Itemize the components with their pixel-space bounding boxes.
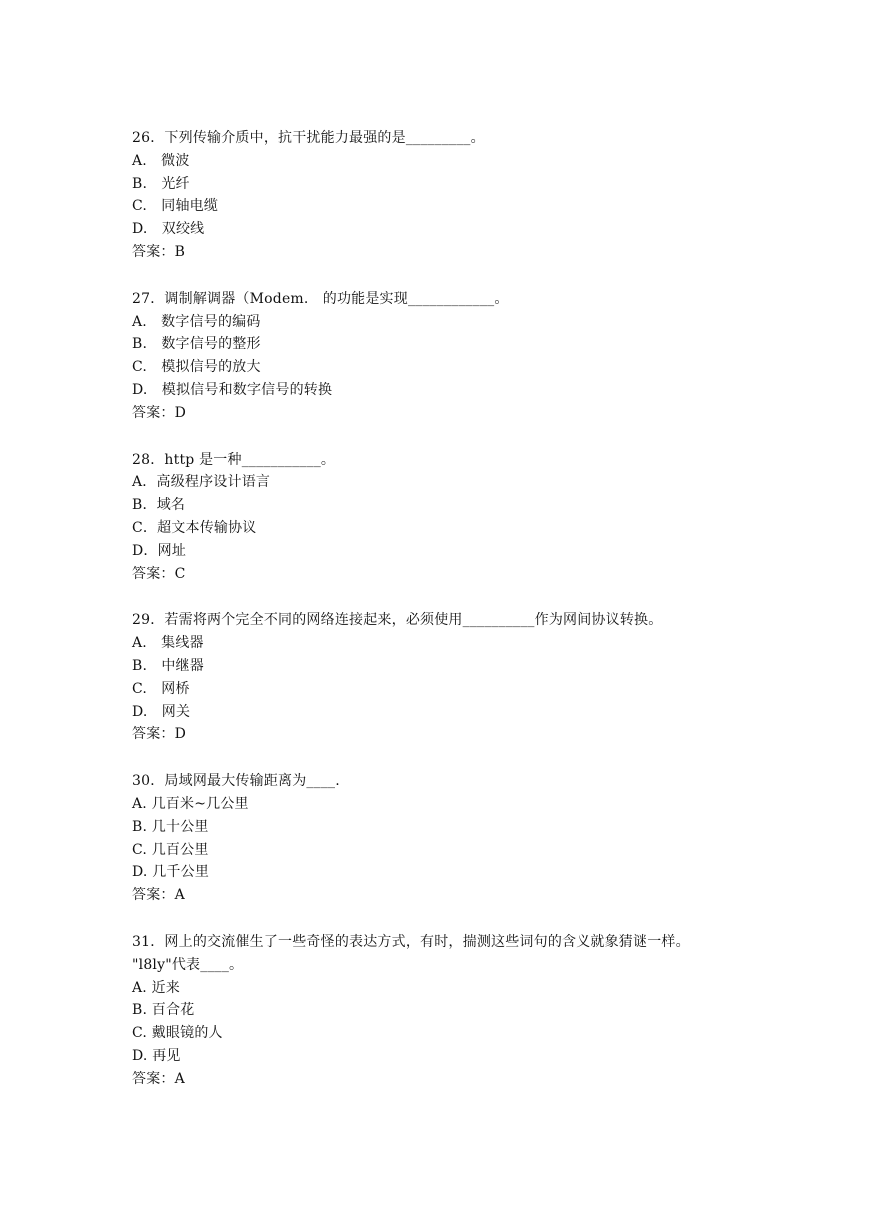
option-d: D. 双绞线 — [132, 221, 205, 238]
answer-line: 答案：D — [132, 404, 187, 421]
option-d: D. 网关 — [132, 703, 191, 720]
option-b: B. 几十公里 — [132, 818, 209, 835]
option-c: C. 戴眼镜的人 — [132, 1025, 223, 1042]
question-27 — [132, 288, 832, 425]
question-stem: 28．http 是一种___________。 — [132, 451, 336, 468]
option-c: C．超文本传输协议 — [132, 519, 257, 536]
question-31 — [132, 931, 832, 1091]
option-b: B. 光纤 — [132, 175, 190, 192]
question-26 — [132, 127, 832, 264]
option-a: A. 数字信号的编码 — [132, 313, 261, 330]
question-30 — [132, 770, 832, 907]
option-c: C. 同轴电缆 — [132, 198, 219, 215]
option-c: C. 网桥 — [132, 680, 190, 697]
option-a: A. 近来 — [132, 979, 181, 996]
option-d: D．网址 — [132, 542, 187, 559]
question-stem: 26．下列传输介质中，抗干扰能力最强的是_________。 — [132, 130, 485, 146]
question-29 — [132, 609, 832, 746]
option-d: D. 模拟信号和数字信号的转换 — [132, 381, 333, 398]
option-b: B. 中继器 — [132, 657, 204, 674]
answer-line: 答案：C — [132, 565, 186, 582]
option-c: C. 几百公里 — [132, 841, 209, 858]
option-a: A. 集线器 — [132, 635, 204, 652]
option-d: D. 几千公里 — [132, 864, 210, 881]
question-stem: 30．局域网最大传输距离为____. — [132, 773, 340, 790]
option-a: A. 几百米~几公里 — [132, 795, 249, 812]
option-d: D. 再见 — [132, 1047, 181, 1064]
answer-line: 答案：A — [132, 887, 185, 904]
option-b: B．域名 — [132, 497, 186, 514]
option-b: B. 数字信号的整形 — [132, 336, 261, 353]
option-a: A. 微波 — [132, 152, 190, 169]
answer-line: 答案：D — [132, 726, 187, 743]
option-a: A．高级程序设计语言 — [132, 474, 271, 491]
answer-line: 答案：A — [132, 1070, 185, 1087]
question-stem: 31．网上的交流催生了一些奇怪的表达方式，有时，揣测这些词句的含义就象猜谜一样。 "l8ly"代表____。 — [132, 933, 690, 973]
quiz-document — [132, 127, 832, 1114]
question-stem: 27．调制解调器（Modem. 的功能是实现____________。 — [132, 290, 509, 307]
option-b: B. 百合花 — [132, 1002, 195, 1019]
option-c: C. 模拟信号的放大 — [132, 359, 261, 376]
question-stem: 29．若需将两个完全不同的网络连接起来，必须使用__________作为网间协议转换。 — [132, 612, 663, 629]
question-28 — [132, 449, 832, 586]
answer-line: 答案：B — [132, 243, 186, 260]
